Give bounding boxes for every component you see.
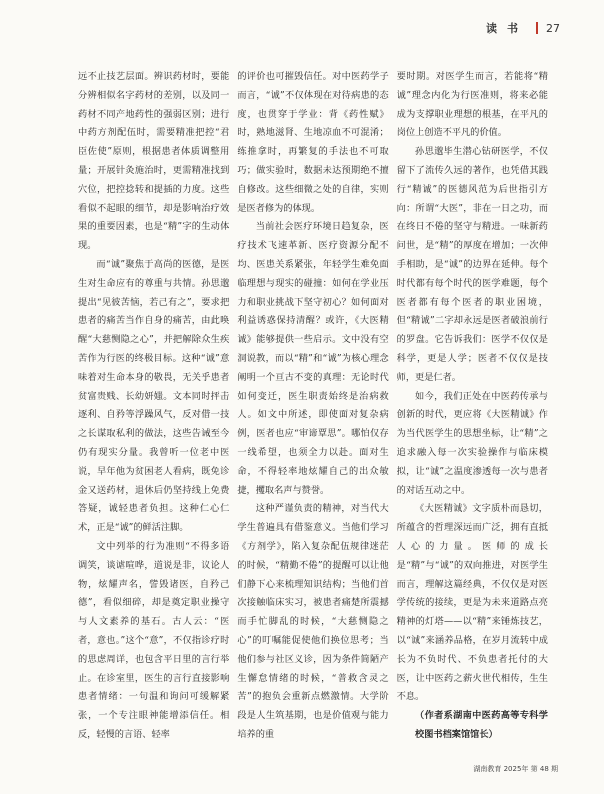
header-divider: [536, 22, 538, 34]
paragraph: 的评价也可摧毁信任。对中医药学子而言，“诚”不仅体现在对待病患的态度，也贯穿于学业：背《药性赋》时，熟地滋肾、生地凉血不可混淆；练推拿时，再繁复的手法也不可取巧；做实验时，数据未达预期绝不擅自修改。这些细微之处的自律，实则是医者修为的体现。: [237, 71, 389, 214]
column-2: [237, 68, 388, 748]
page-number: 27: [546, 21, 560, 35]
paragraph: 而“诚”聚焦于高尚的医德，是医生对生命应有的尊重与共情。孙思邈提出“见彼苦恼，若己有之”，要求把患者的痛苦当作自身的痛苦，由此唤醒“大慈恻隐之心”，并把解除众生疾苦作为行医的终极目标。这种“诚”意味着对生命本身的敬畏，无关乎患者贫富贵贱、长幼妍媸。文本同时抨击逐利、自矜等浮躁风气，反对借一技之长谋取私利的做法，这些告诫至今仍有现实分量。我曾听一位老中医说，早年他为贫困老人看病，既免诊金又送药材，退休后仍坚持线上免费答疑，诚轻患者负担。这种仁心仁术，正是“诚”的鲜活注脚。: [78, 258, 230, 534]
page-header: [486, 20, 560, 36]
paragraph: 孙思邈毕生潜心钻研医学，不仅留下了流传久远的著作，也凭借其践行“精诚”的医德风范为后世指引方向：所谓“大医”，非在一日之功，而在终日不倦的坚守与精进。一味新药问世，是“精”的厚度在增加；一次伸手相助，是“诚”的边界在延伸。每个时代都有每个时代的医学难题，每个医者都有每个医者的职业困境，但“精诚”二字却永远是医者破浪前行的罗盘。它告诉我们：医学不仅仅是科学，更是人学；医者不仅仅是技师，更是仁者。: [396, 146, 548, 383]
paragraph: 《大医精诚》文字质朴而恳切，所蕴含的哲理深远而广泛，拥有直抵人心的力量。医师的成长是“精”与“诚”的双向推进，对医学生而言，理解这篇经典，不仅仅是对医学传统的接续，更是为未来道路点亮精神的灯塔——以“精”来锤炼技艺，以“诚”来涵养品格，在岁月流转中成长为不负时代、不负患者托付的大医，让中医药之薪火世代相传，生生不息。: [396, 503, 548, 703]
author-note: （作者系湖南中医药高等专科学校图书档案馆馆长）: [415, 710, 548, 740]
paragraph: 当前社会医疗环境日趋复杂，医疗技术飞速革新、医疗资源分配不均、医患关系紧张，年轻学生难免面临理想与现实的碰撞：如何在学业压力和职业挑战下坚守初心？如何面对利益诱惑保持清醒？或许，《大医精诚》能够提供一些启示。文中没有空洞说教，而以“精”和“诚”为核心理念阐明一个亘古不变的真理：无论时代如何变迁，医生职责始终是治病救人。如文中所述，即使面对复杂病例，医者也应“审谛覃思”。哪怕仅存一线希望，也须全力以赴。面对生命，不得轻率地炫耀自己的出众敏捷，攫取名声与赞誉。: [237, 221, 389, 496]
article-body: [78, 68, 548, 748]
paragraph: 这种严谨负责的精神，对当代大学生普遍具有借鉴意义。当他们学习《方剂学》，陷入复杂配伍规律迷茫的时候，“精勤不倦”的提醒可以让他们静下心来梳理知识结构；当他们首次接触临床实习，被患者痛楚所震撼而手忙脚乱的时候，“大慈恻隐之心”的叮嘱能促使他们换位思考；当他们参与社区义诊，因为条件简陋产生懈怠情绪的时候，“普救含灵之苦”的抱负会重新点燃激情。大学阶段是人生筑基期，也是价值观与能力培养的重: [237, 503, 389, 740]
paragraph: 如今，我们正处在中医药传承与创新的时代，更应将《大医精诚》作为当代医学生的思想坐标，让“精”之追求融入每一次实验操作与临床模拟，让“诚”之温度渗透每一次与患者的对话互动之中。: [396, 390, 548, 496]
section-title: 读书: [486, 22, 528, 35]
paragraph: 文中列举的行为准则“不得多语调笑，谈谑喧哗，道说是非，议论人物，炫耀声名，訾毁诸医，自矜己德”，看似细碎，却是奠定职业操守与人文素养的基石。古人云：“医者，意也。”这个“意”，不仅指诊疗时的思虑周详，也包含平日里的言行举止。在诊室里，医生的言行直接影响患者情绪：一句温和询问可缓解紧张，一个专注眼神能增添信任。相反，轻慢的言语、轻率: [78, 540, 230, 740]
column-1: [78, 68, 229, 748]
paragraph: 要时期。对医学生而言，若能将“精诚”理念内化为行医准则，将来必能成为支撑职业理想的根基，在平凡的岗位上创造不平凡的价值。: [396, 71, 548, 139]
column-3: [397, 68, 548, 748]
paragraph: 远不止技艺层面。辨识药材时，要能分辨相似名字药材的差别，以及同一药材不同产地药性的强弱区别；进行中药方剂配伍时，需要精准把控“君臣佐使”原则，根据患者体质调整用量；开展针灸施治时，更需精准找到穴位，把控捻转和提插的力度。这些看似不起眼的细节，却是影响治疗效果的重要因素，也是“精”字的生动体现。: [78, 71, 230, 252]
page-footer: 湖南教育 2025年 第 48 期: [473, 765, 558, 773]
